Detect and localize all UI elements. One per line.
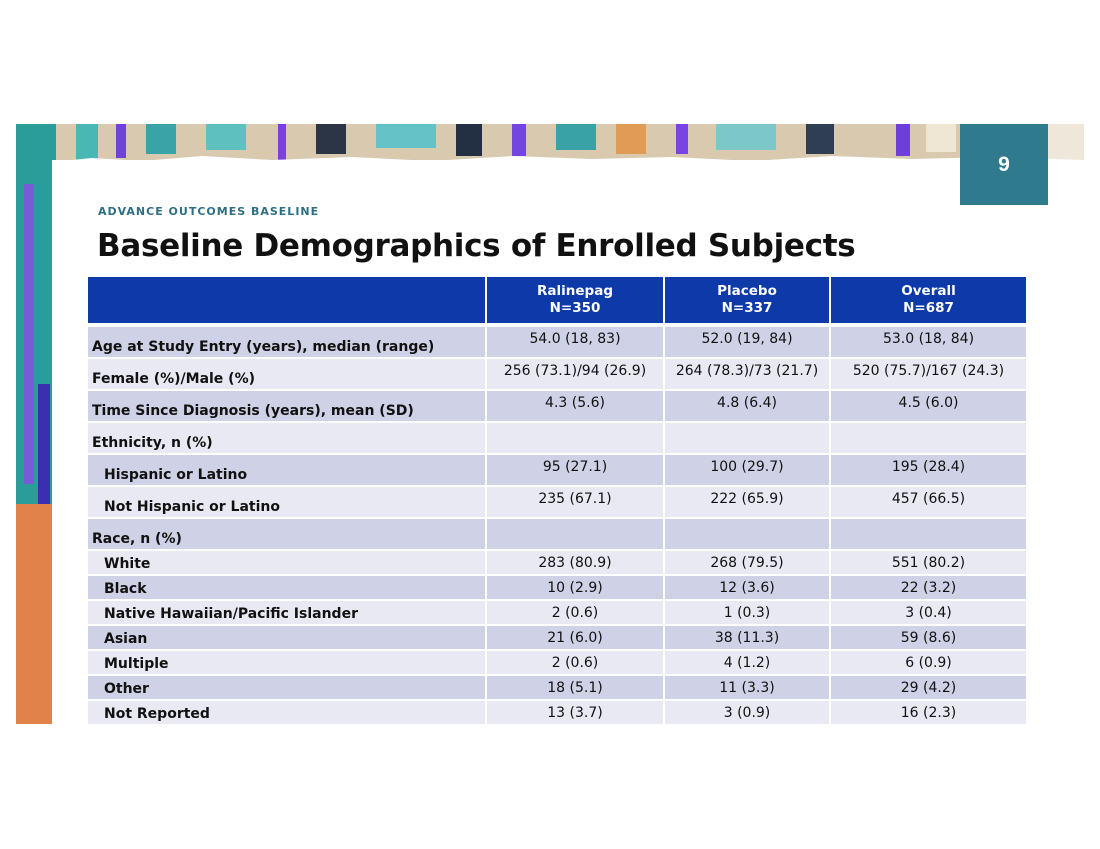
cell-overall — [830, 518, 1026, 550]
cell-placebo: 4.8 (6.4) — [664, 390, 830, 422]
cell-placebo — [664, 518, 830, 550]
cell-ralinepag: 21 (6.0) — [486, 625, 664, 650]
row-label: Other — [88, 675, 486, 700]
cell-overall: 29 (4.2) — [830, 675, 1026, 700]
section-eyebrow: ADVANCE OUTCOMES BASELINE — [98, 205, 320, 218]
row-label: Black — [88, 575, 486, 600]
header-n: N=350 — [549, 300, 601, 316]
row-label: Not Hispanic or Latino — [88, 486, 486, 518]
cell-placebo: 11 (3.3) — [664, 675, 830, 700]
cell-ralinepag: 2 (0.6) — [486, 650, 664, 675]
row-label: Age at Study Entry (years), median (range) — [88, 327, 486, 358]
cell-placebo: 268 (79.5) — [664, 550, 830, 575]
table-row — [88, 390, 1026, 422]
cell-placebo: 1 (0.3) — [664, 600, 830, 625]
cell-placebo: 264 (78.3)/73 (21.7) — [664, 358, 830, 390]
row-label: Female (%)/Male (%) — [88, 358, 486, 390]
header-n: N=687 — [903, 300, 954, 316]
row-label: Hispanic or Latino — [88, 454, 486, 486]
table-row — [88, 422, 1026, 454]
cell-overall: 457 (66.5) — [830, 486, 1026, 518]
row-label: Race, n (%) — [88, 518, 486, 550]
header-cell-overall — [830, 277, 1026, 323]
page-number-badge: 9 — [960, 124, 1048, 205]
cell-placebo: 3 (0.9) — [664, 700, 830, 725]
cell-overall: 4.5 (6.0) — [830, 390, 1026, 422]
cell-placebo — [664, 422, 830, 454]
cell-placebo: 52.0 (19, 84) — [664, 327, 830, 358]
header-cell-ralinepag — [486, 277, 664, 323]
cell-ralinepag: 256 (73.1)/94 (26.9) — [486, 358, 664, 390]
cell-ralinepag: 235 (67.1) — [486, 486, 664, 518]
table-row — [88, 358, 1026, 390]
cell-overall: 53.0 (18, 84) — [830, 327, 1026, 358]
cell-placebo: 222 (65.9) — [664, 486, 830, 518]
table-row — [88, 575, 1026, 600]
demographics-table — [88, 277, 1026, 726]
cell-overall: 551 (80.2) — [830, 550, 1026, 575]
cell-overall: 520 (75.7)/167 (24.3) — [830, 358, 1026, 390]
cell-ralinepag: 283 (80.9) — [486, 550, 664, 575]
cell-placebo: 100 (29.7) — [664, 454, 830, 486]
cell-ralinepag: 13 (3.7) — [486, 700, 664, 725]
table-row — [88, 486, 1026, 518]
cell-ralinepag: 18 (5.1) — [486, 675, 664, 700]
table-header-row — [88, 277, 1026, 323]
header-name: Ralinepag — [537, 283, 613, 299]
cell-ralinepag — [486, 422, 664, 454]
table-row — [88, 650, 1026, 675]
table-row — [88, 675, 1026, 700]
cell-ralinepag — [486, 518, 664, 550]
table-row — [88, 550, 1026, 575]
row-label: Native Hawaiian/Pacific Islander — [88, 600, 486, 625]
header-cell-label — [88, 277, 486, 323]
cell-overall: 22 (3.2) — [830, 575, 1026, 600]
row-label: White — [88, 550, 486, 575]
cell-ralinepag: 95 (27.1) — [486, 454, 664, 486]
cell-overall: 59 (8.6) — [830, 625, 1026, 650]
cell-ralinepag: 4.3 (5.6) — [486, 390, 664, 422]
slide-title: Baseline Demographics of Enrolled Subjects — [97, 228, 856, 264]
cell-placebo: 12 (3.6) — [664, 575, 830, 600]
cell-placebo: 38 (11.3) — [664, 625, 830, 650]
cell-overall — [830, 422, 1026, 454]
table-row — [88, 518, 1026, 550]
cell-ralinepag: 2 (0.6) — [486, 600, 664, 625]
cell-placebo: 4 (1.2) — [664, 650, 830, 675]
row-label: Ethnicity, n (%) — [88, 422, 486, 454]
cell-overall: 3 (0.4) — [830, 600, 1026, 625]
row-label: Asian — [88, 625, 486, 650]
cell-overall: 6 (0.9) — [830, 650, 1026, 675]
row-label: Time Since Diagnosis (years), mean (SD) — [88, 390, 486, 422]
header-name: Overall — [901, 283, 956, 299]
row-label: Not Reported — [88, 700, 486, 725]
header-n: N=337 — [721, 300, 773, 316]
row-label: Multiple — [88, 650, 486, 675]
table-row — [88, 327, 1026, 358]
table-row — [88, 454, 1026, 486]
table-row — [88, 600, 1026, 625]
table-row — [88, 700, 1026, 725]
table-row — [88, 625, 1026, 650]
cell-overall: 16 (2.3) — [830, 700, 1026, 725]
cell-ralinepag: 10 (2.9) — [486, 575, 664, 600]
header-name: Placebo — [717, 283, 777, 299]
cell-ralinepag: 54.0 (18, 83) — [486, 327, 664, 358]
header-cell-placebo — [664, 277, 830, 323]
cell-overall: 195 (28.4) — [830, 454, 1026, 486]
